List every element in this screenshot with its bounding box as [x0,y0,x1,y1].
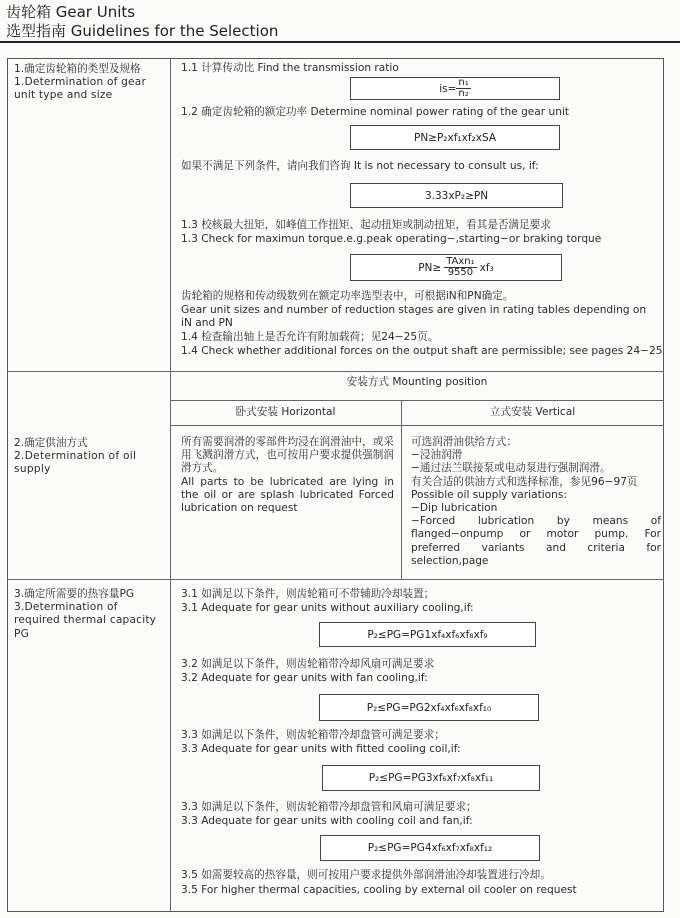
horizontal-lubrication-en: All parts to be lubricated are lying in the oil or are splash lubricated Forced lubrication on request [181,475,394,515]
consult-condition: 如果不满足下列条件，请向我们咨询 It is not necessary to consult us, if: [181,160,539,172]
vertical-line: Possible oil supply variations: [411,488,567,501]
mounting-vertical: 立式安装 Vertical [489,406,576,418]
section3-label [14,588,164,641]
step-3-3a-cn: 3.3 如满足以下条件，则齿轮箱带冷却盘管可满足要求； [181,729,445,741]
vertical-line: −通过法兰联接泵或电动泵进行强制润滑。 [411,462,611,475]
formula-torque-numerator: TAxn₁ [446,256,475,267]
formula-ratio-lhs: is= [439,82,457,95]
formula-consult: 3.33xP₂≥PN [350,183,563,208]
step-3-5-cn: 3.5 如需要较高的热容量，则可按用户要求提供外部润滑油冷却装置进行冷却。 [181,869,551,881]
row-divider-2 [7,579,664,580]
formula-torque-rhs: xf₃ [479,261,494,274]
step-3-3b-en: 3.3 Adequate for gear units with cooling coil and fan,if: [181,815,473,827]
vertical-line: 可选润滑油供给方式： [411,436,517,448]
formula-coil-and-fan: P₂≤PG=PG4xf₆xf₇xf₈xf₁₂ [320,835,540,861]
vertical-forced-lubrication: −Forced lubrication by means of flanged−onpump or motor pump. For preferred variants and criteria for selection,page [411,515,661,567]
vertical-line: 有关合适的供油方式和选择标准，参见96−97页 [411,475,638,488]
section1-label [14,63,166,103]
step-3-5-en: 3.5 For higher thermal capacities, cooling by external oil cooler on request [181,884,577,896]
header-rule [0,41,680,43]
mounting-divider [170,400,664,401]
section1-label-cn: 1.确定齿轮箱的类型及规格 [14,63,141,75]
formula-torque-lhs: PN≥ [418,261,442,274]
section2-label-en: 2.Determination of oil supply [14,450,137,476]
section3-label-cn: 3.确定所需要的热容量PG [14,588,135,600]
vertical-line: −浸油润滑 [411,449,463,462]
formula-torque-denominator: 9550 [447,267,474,278]
formula-ratio [350,77,560,100]
mounting-sub-divider [170,425,664,426]
step-3-3a-en: 3.3 Adequate for gear units with fitted cooling coil,if: [181,743,461,755]
step-1-4-cn: 1.4 检查输出轴上是否允许有附加载荷；见24−25页。 [181,331,439,343]
step-1-3-cn: 1.3 校核最大扭矩，如峰值工作扭矩、起动扭矩或制动扭矩，看其是否满足要求 [181,219,551,231]
step-3-1-cn: 3.1 如满足以下条件，则齿轮箱可不带辅助冷却装置； [181,588,435,600]
step-3-2-en: 3.2 Adequate for gear units with fan cooling,if: [181,672,428,684]
section3-label-en: 3.Determination of required thermal capacity PG [14,601,157,640]
formula-fan-cooling: P₂≤PG=PG2xf₄xf₆xf₈xf₁₀ [319,694,539,721]
mounting-title: 安装方式 Mounting position [346,376,488,388]
formula-torque [350,254,562,281]
step-3-2-cn: 3.2 如满足以下条件，则齿轮箱带冷却风扇可满足要求 [181,658,435,670]
section1-label-en: 1.Determination of gear unit type and size [14,76,147,102]
step-1-4-en: 1.4 Check whether additional forces on the output shaft are permissible; see pages 24−25 [181,345,663,357]
vertical-line: −Dip lubrication [411,502,498,515]
horizontal-lubrication-cn: 所有需要润滑的零部件均浸在润滑油中，或采用飞溅润滑方式，也可按用户要求提供强制润滑方式。 [181,436,394,475]
mounting-horizontal: 卧式安装 Horizontal [235,406,336,418]
horizontal-vertical-divider [401,400,402,579]
section2-label-cn: 2.确定供油方式 [14,437,88,449]
formula-no-cooling: P₂≤PG=PG1xf₄xf₆xf₈xf₉ [319,622,536,647]
step-3-3b-cn: 3.3 如满足以下条件，则齿轮箱带冷却盘管和风扇可满足要求； [181,801,477,813]
formula-ratio-denominator: n₂ [458,88,469,99]
column-divider [170,58,171,912]
step-3-1-en: 3.1 Adequate for gear units without auxiliary cooling,if: [181,602,474,614]
formula-ratio-numerator: n₁ [458,77,469,88]
row-divider-1 [7,371,664,372]
section2-label [14,437,164,477]
sizes-en: Gear unit sizes and number of reduction stages are given in rating tables depending on iN and PN [181,304,647,330]
horizontal-lubrication [181,436,394,515]
page-subtitle: 选型指南 Guidelines for the Selection [6,22,279,40]
formula-nominal-power: PN≥P₂xf₁xf₂xSA [350,125,560,150]
step-1-3-en: 1.3 Check for maximun torque.e.g.peak operating−,starting−or braking torque [181,233,602,245]
sizes-cn: 齿轮箱的规格和传动级数列在额定功率选型表中，可根据iN和PN确定。 [181,290,514,302]
formula-cooling-coil: P₂≤PG=PG3xf₆xf₇xf₈xf₁₁ [322,765,540,791]
vertical-lubrication [411,436,661,568]
step-1-1: 1.1 计算传动比 Find the transmission ratio [181,62,399,74]
page-title: 齿轮箱 Gear Units [6,3,136,21]
step-1-2: 1.2 确定齿轮箱的额定功率 Determine nominal power rating of the gear unit [181,106,570,118]
